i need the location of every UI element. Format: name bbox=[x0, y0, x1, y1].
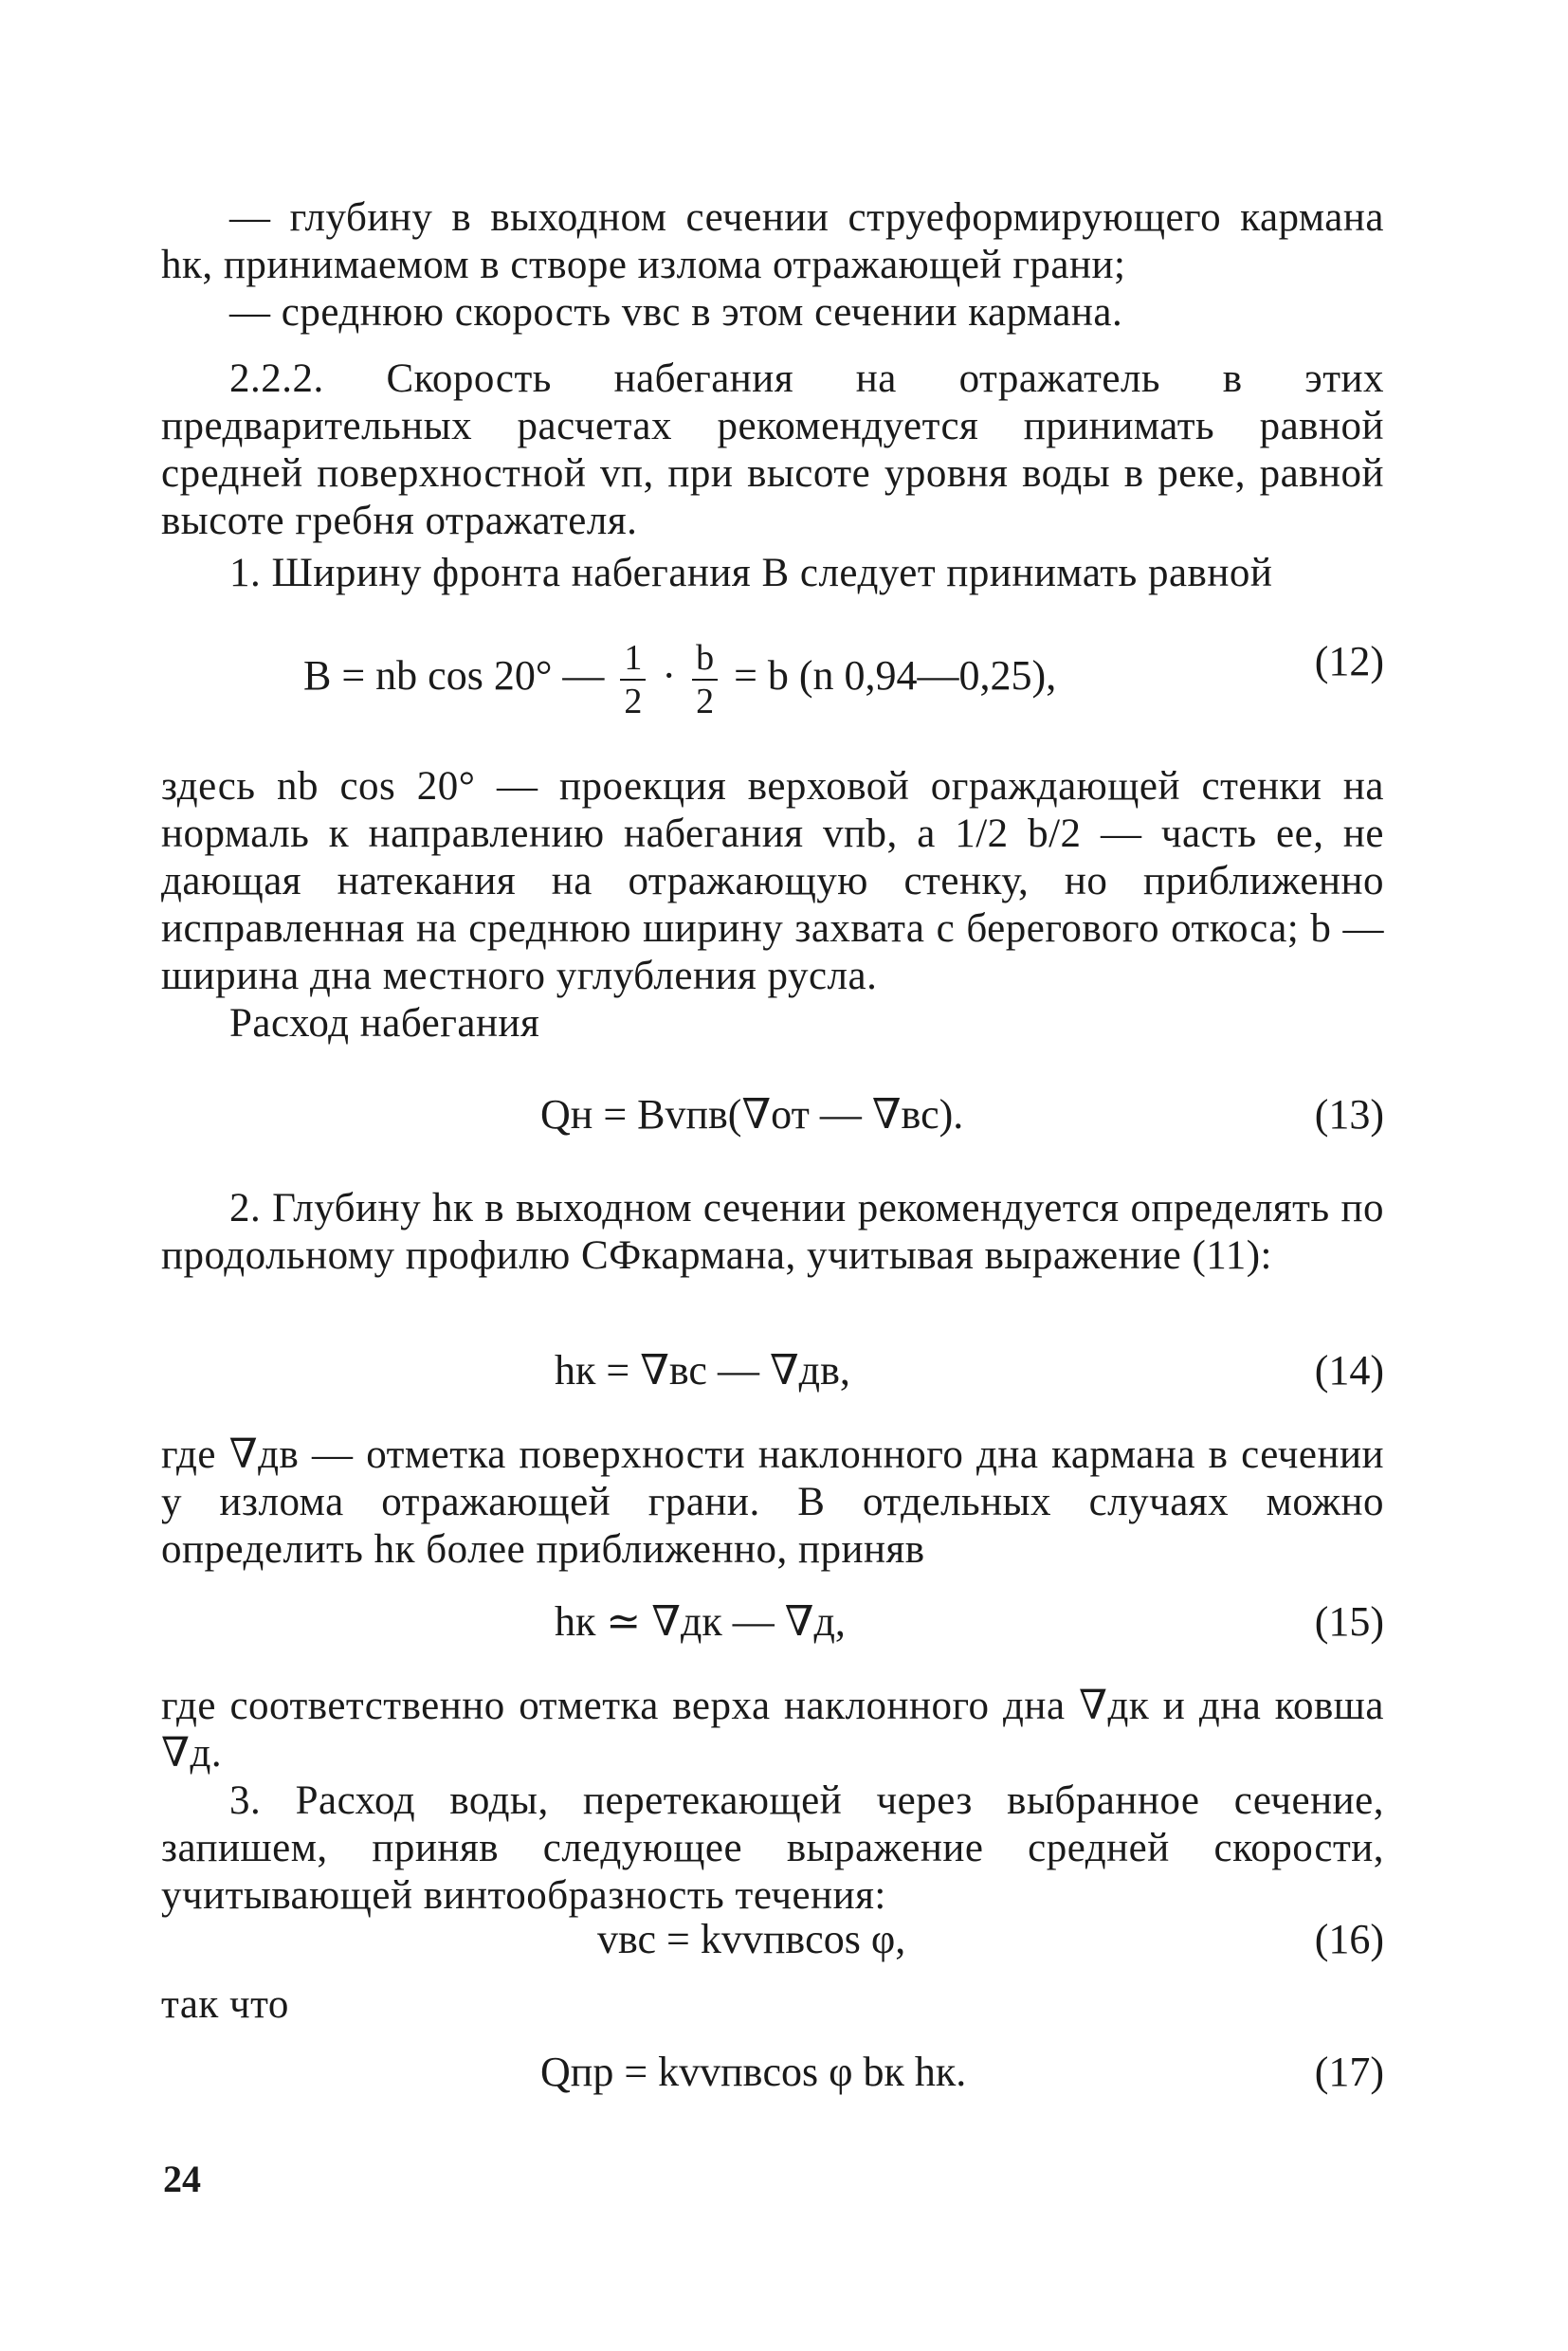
explanation-block bbox=[161, 763, 1384, 1048]
equation-13-number: (13) bbox=[1314, 1091, 1384, 1138]
paragraph-so-that: так что bbox=[161, 1982, 289, 2027]
paragraph-item-1: 1. Ширину фронта набегания B следует принимать равной bbox=[229, 551, 1273, 595]
paragraph-explanation: здесь nb cos 20° — проекция верховой ограждающей стенки на нормаль к направлению набегания vпb, а 1/2 b/2 — часть ее, не дающая натекания на отражающую стенку, но приближенно исправленная на среднюю ширину захвата с берегового откоса; b — ширина дна местного углубления русла. bbox=[161, 764, 1384, 998]
equation-12-number: (12) bbox=[1314, 638, 1384, 684]
equation-16 bbox=[161, 1915, 1384, 1972]
paragraph-2-2-2: 2.2.2. Скорость набегания на отражатель в этих предварительных расчетах рекомендуется принимать равной средней поверхностной vп, при высоте уровня воды в реке, равной высоте гребня отражателя. bbox=[161, 356, 1384, 543]
fraction-one-half: $\frac{1}{2}$ bbox=[620, 637, 646, 722]
equation-14 bbox=[161, 1346, 1384, 1403]
page-number: 24 bbox=[163, 2158, 201, 2200]
equation-16-number: (16) bbox=[1314, 1916, 1384, 1962]
equation-17-formula: Qпр = kvvпвcos φ bк hк. bbox=[540, 2049, 967, 2095]
equation-13-formula: Qн = Bvпв(∇от — ∇вс). bbox=[540, 1091, 964, 1138]
equation-14-formula: hк = ∇вс — ∇дв, bbox=[555, 1347, 850, 1394]
item-2-block bbox=[161, 1185, 1384, 1280]
equation-12-formula: B = nb cos 20° — $\frac{1}{2}$ · $\frac{b}{2}$ = b (n 0,94—0,25), bbox=[303, 638, 1057, 721]
equation-14-number: (14) bbox=[1314, 1347, 1384, 1394]
equation-15-number: (15) bbox=[1314, 1598, 1384, 1645]
paragraph-item-2: 2. Глубину hк в выходном сечении рекомендуется определять по продольному профилю СФкармана, учитывая выражение (11): bbox=[161, 1186, 1384, 1278]
elevation-note-block bbox=[161, 1683, 1384, 1920]
equation-16-formula: vвс = kvvпвcos φ, bbox=[597, 1916, 906, 1962]
paragraph-velocity: — среднюю скорость vвс в этом сечении кармана. bbox=[229, 290, 1123, 335]
intro-list bbox=[161, 194, 1384, 337]
bottom-definition-block bbox=[161, 1431, 1384, 1574]
paragraph-depth: — глубину в выходном сечении струеформирующего кармана hк, принимаемом в створе излома отражающей грани; bbox=[161, 195, 1384, 287]
paragraph-discharge-label: Расход набегания bbox=[229, 1001, 540, 1046]
equation-17 bbox=[161, 2048, 1384, 2105]
equation-15 bbox=[161, 1597, 1384, 1654]
so-that-block bbox=[161, 1981, 1384, 2029]
equation-17-number: (17) bbox=[1314, 2049, 1384, 2095]
section-2-2-2 bbox=[161, 355, 1384, 545]
equation-15-formula: hк ≃ ∇дк — ∇д, bbox=[555, 1598, 846, 1645]
paragraph-item-3: 3. Расход воды, перетекающей через выбранное сечение, запишем, приняв следующее выражение средней скорости, учитывающей винтообразность течения: bbox=[161, 1778, 1384, 1918]
equation-12 bbox=[161, 637, 1384, 721]
equation-13 bbox=[161, 1090, 1384, 1147]
paragraph-bottom-definition: где ∇дв — отметка поверхности наклонного дна кармана в сечении у излома отражающей грани. В отдельных случаях можно определить hк более приближенно, приняв bbox=[161, 1432, 1384, 1572]
item-1-intro bbox=[161, 550, 1384, 597]
paragraph-elevation-note: где соответственно отметка верха наклонного дна ∇дк и дна ковша ∇д. bbox=[161, 1684, 1384, 1776]
fraction-b-half: $\frac{b}{2}$ bbox=[692, 637, 718, 722]
